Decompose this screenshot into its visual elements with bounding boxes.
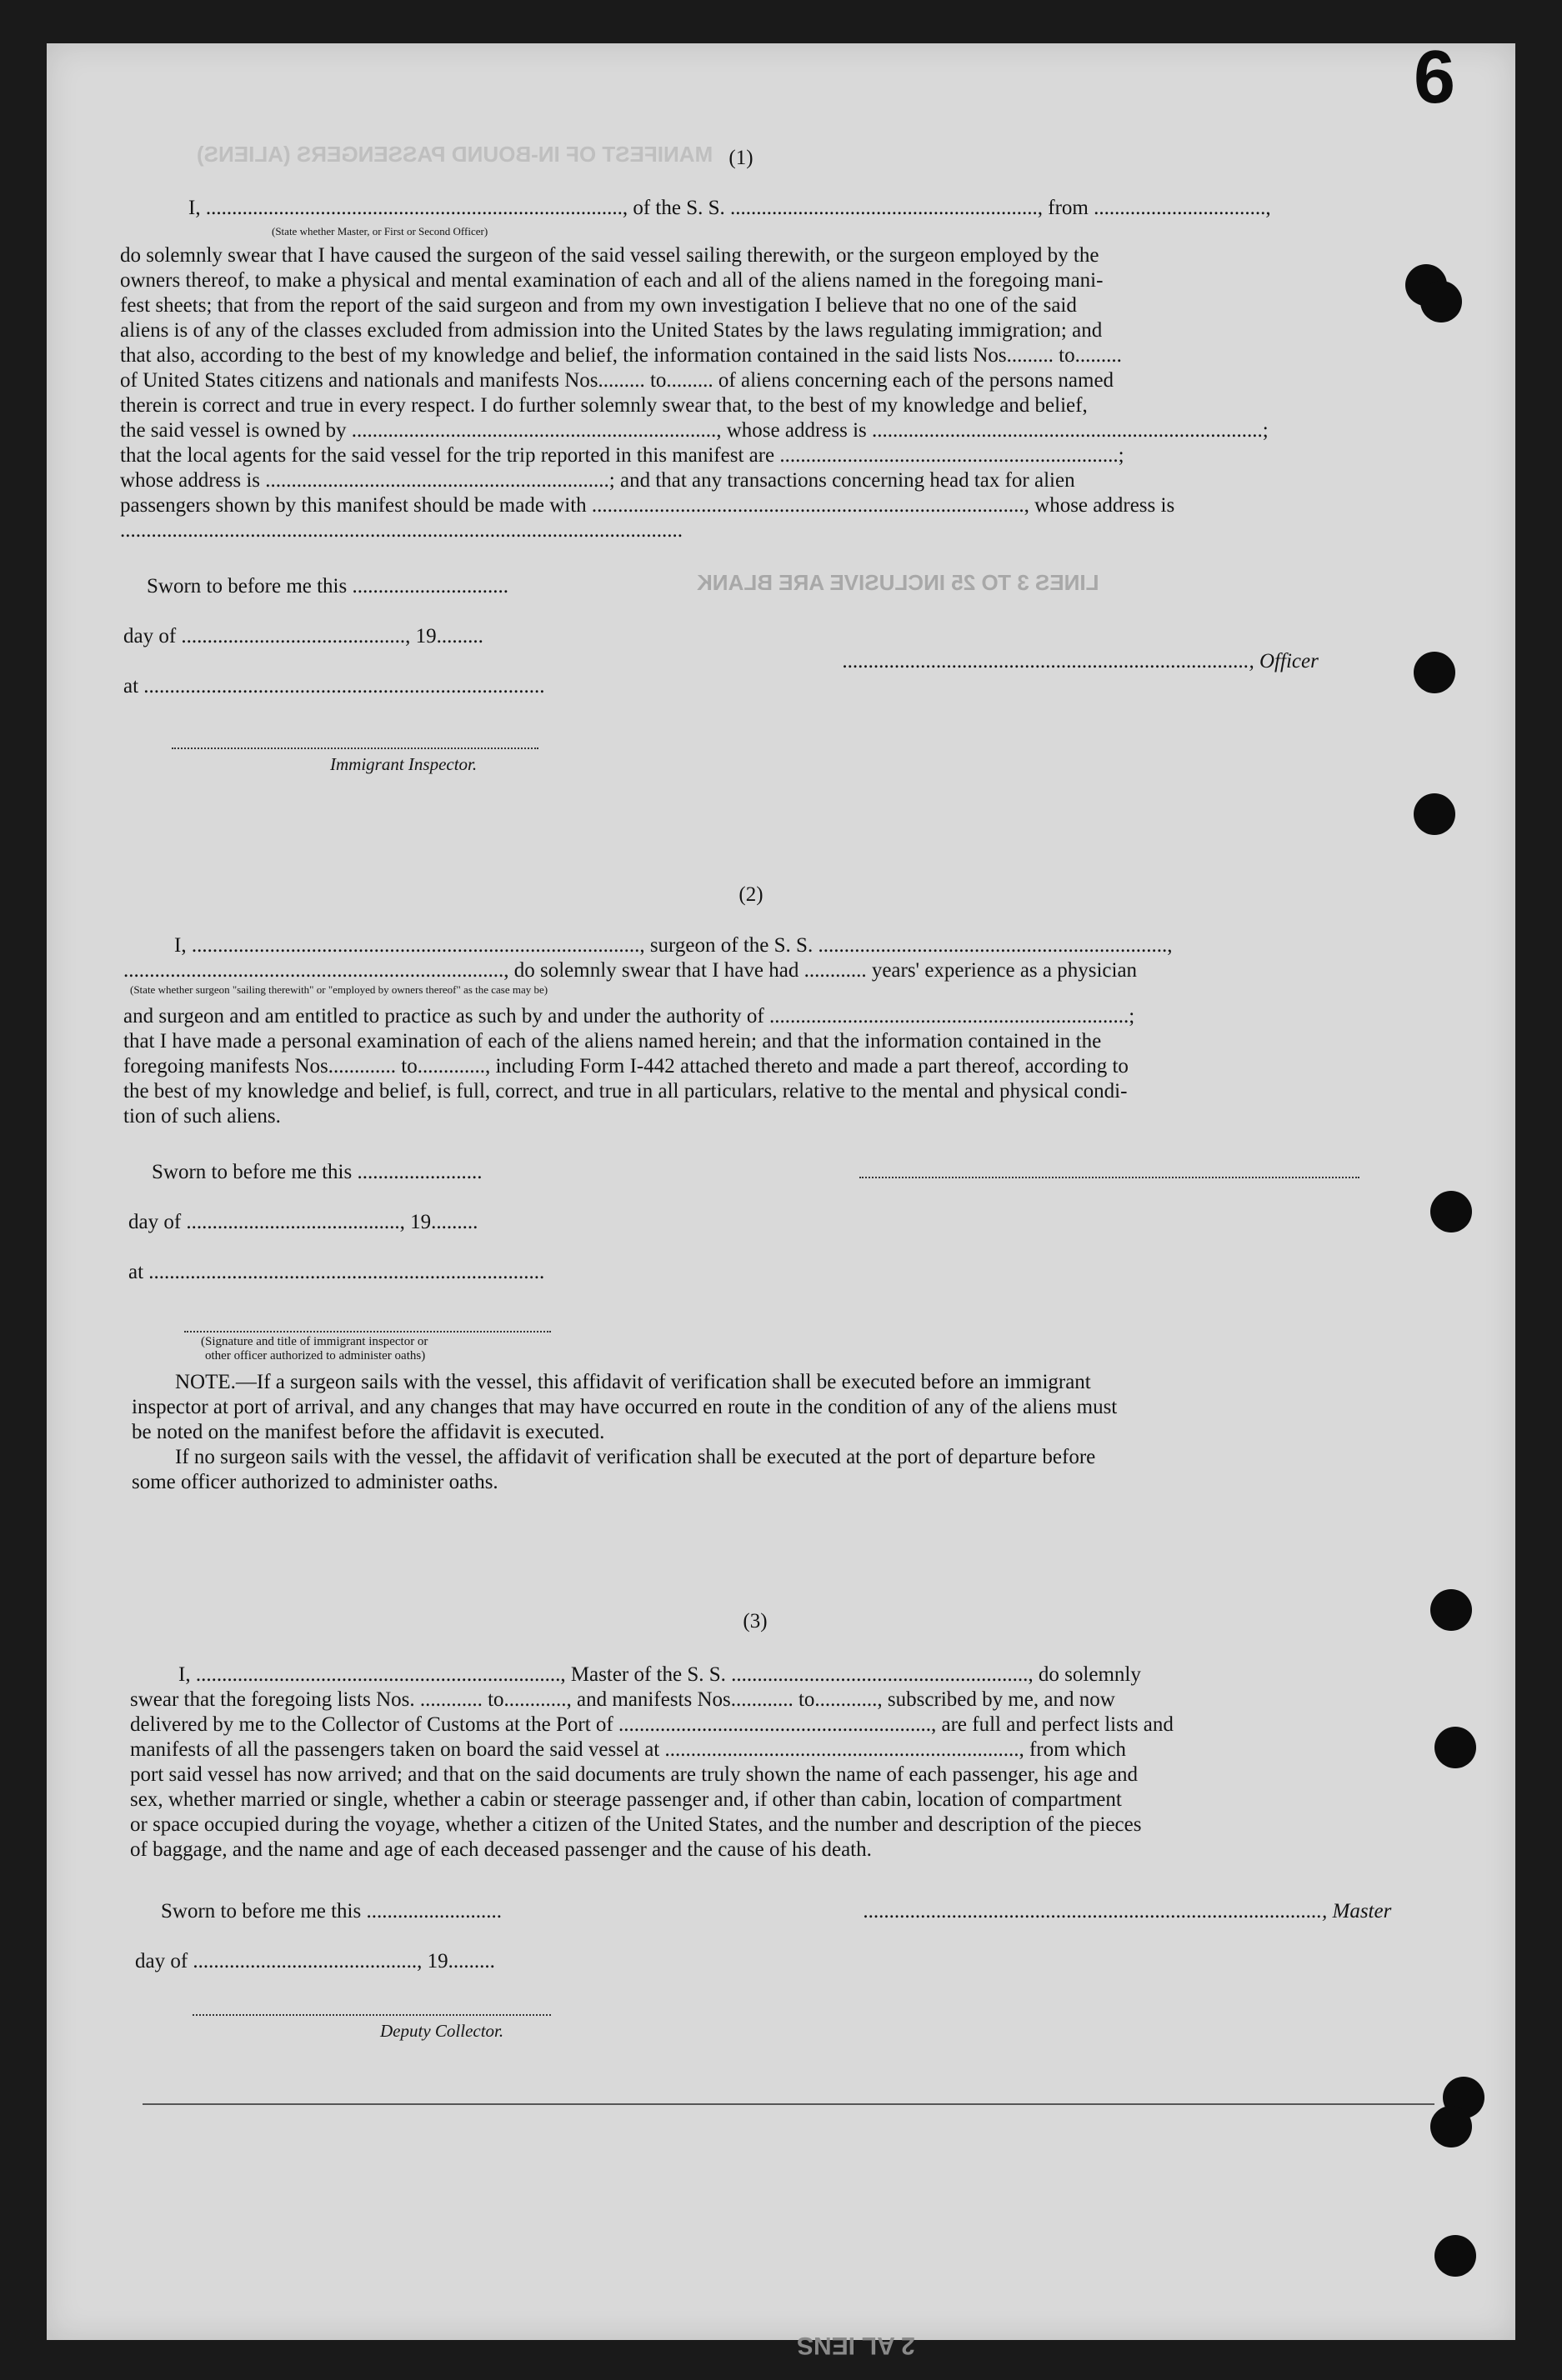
section-3-line: sex, whether married or single, whether a cabin or steerage passenger and, if other than cabin, location of compartment <box>130 1788 1122 1811</box>
section-3-body <box>130 1662 1432 1862</box>
note-line: some officer authorized to administer oaths. <box>132 1471 498 1493</box>
section-2-at: at ............................................................................ <box>128 1261 545 1283</box>
section-2-line: and surgeon and am entitled to practice as such by and under the authority of .....................................................................; <box>123 1005 1135 1028</box>
section-3-line: port said vessel has now arrived; and that on the said documents are truly shown the name of each passenger, his age and <box>130 1763 1139 1786</box>
section-1-line: that also, according to the best of my knowledge and belief, the information contained in the said lists Nos......... to......... <box>120 344 1122 367</box>
note-line: be noted on the manifest before the affidavit is executed. <box>132 1421 605 1443</box>
binder-hole-5 <box>1430 1191 1472 1232</box>
section-1-line: therein is correct and true in every respect. I do further solemnly swear that, to the best of my knowledge and belief, <box>120 394 1088 417</box>
section-2-surgeon-signature-line <box>859 1177 1359 1178</box>
bottom-rule <box>143 2103 1434 2105</box>
manifest-page <box>47 36 1515 2359</box>
section-2-signature-caption-1: (Signature and title of immigrant inspector or <box>201 1335 428 1348</box>
section-2-signature-caption-2: other officer authorized to administer oaths) <box>205 1349 426 1362</box>
section-3-line: delivered by me to the Collector of Customs at the Port of ............................................................, are full and perfect lists and <box>130 1713 1174 1736</box>
section-1-line: aliens is of any of the classes excluded from admission into the United States by the laws regulating immigration; and <box>120 319 1103 342</box>
section-2-body <box>123 1004 1424 1129</box>
section-1-at: at ............................................................................. <box>123 675 545 698</box>
section-2-second-line: ........................................................................., do solemnly swear that I have had ............ years' experience as a physician <box>123 959 1138 982</box>
section-3-sworn: Sworn to before me this .......................... <box>161 1900 502 1922</box>
section-1-body <box>120 243 1420 543</box>
corner-mark: 6 <box>1414 36 1456 119</box>
section-3-day: day of ..........................................., 19......... <box>135 1950 495 1972</box>
section-3-collector-signature-line <box>193 2014 551 2016</box>
section-3-line: swear that the foregoing lists Nos. ............ to............, and manifests Nos............ to............, subscribed by me, and now <box>130 1688 1115 1711</box>
section-2-sworn: Sworn to before me this ........................ <box>152 1161 483 1183</box>
section-2-surgeon-caption: (State whether surgeon "sailing therewith" or "employed by owners thereof" as the case may be) <box>130 983 548 996</box>
binder-hole-2 <box>1420 281 1462 322</box>
binder-hole-4 <box>1414 793 1455 835</box>
section-1-inspector-label: Immigrant Inspector. <box>330 754 478 774</box>
section-2-line: the best of my knowledge and belief, is full, correct, and true in all particulars, relative to the mental and physical condi- <box>123 1080 1128 1102</box>
binder-hole-3 <box>1414 652 1455 693</box>
footer-bleed-through: 2 AL IENS <box>797 2332 915 2359</box>
section-1-first-line: I, ................................................................................, of the S. S. ..........................................................., from ................................., <box>188 197 1271 219</box>
header-bleed-through: MANIFEST OF IN-BOUND PASSENGERS (ALIENS) <box>197 142 713 167</box>
section-1-line: ............................................................................................................ <box>120 519 683 542</box>
note-line: If no surgeon sails with the vessel, the affidavit of verification shall be executed at the port of departure before <box>175 1446 1096 1468</box>
section-1-line: of United States citizens and nationals and manifests Nos......... to......... of aliens concerning each of the persons named <box>120 369 1114 392</box>
section-3-line: I, ......................................................................, Master of the S. S. ........................................................., do solemnly <box>178 1663 1141 1686</box>
section-1-line: passengers shown by this manifest should be made with ..................................................................................., whose address is <box>120 494 1175 517</box>
section-1-officer-signature: .............................................................................., Officer <box>843 650 1319 672</box>
section-2-first-line: I, ......................................................................................, surgeon of the S. S. ..................................................................., <box>174 934 1173 957</box>
note-line: NOTE.—If a surgeon sails with the vessel, this affidavit of verification shall be executed before an immigrant <box>175 1371 1091 1393</box>
stamp-bleed-through: LINES 3 TO 25 INCLUSIVE ARE BLANK <box>697 570 1099 595</box>
section-1-number: (1) <box>728 147 753 169</box>
section-3-line: or space occupied during the voyage, whether a citizen of the United States, and the number and description of the pieces <box>130 1813 1142 1836</box>
section-3-line: manifests of all the passengers taken on board the said vessel at ...................................................................., from which <box>130 1738 1126 1761</box>
binder-hole-7 <box>1434 1727 1476 1768</box>
section-1-day: day of ..........................................., 19......... <box>123 625 483 648</box>
section-1-line: owners thereof, to make a physical and mental examination of each and all of the aliens named in the foregoing mani- <box>120 269 1104 292</box>
binder-hole-10 <box>1434 2235 1476 2277</box>
section-2-line: that I have made a personal examination of each of the aliens named herein; and that the information contained in the <box>123 1030 1102 1052</box>
section-1-sworn: Sworn to before me this .............................. <box>147 575 508 598</box>
section-1-line: the said vessel is owned by ......................................................................, whose address is ...........................................................................; <box>120 419 1269 442</box>
section-2-line: foregoing manifests Nos............. to............., including Form I-442 attached thereto and made a part thereof, according to <box>123 1055 1129 1078</box>
section-1-line: that the local agents for the said vessel for the trip reported in this manifest are .................................................................; <box>120 444 1124 467</box>
note-line: inspector at port of arrival, and any changes that may have occurred en route in the condition of any of the aliens must <box>132 1396 1118 1418</box>
section-3-line: of baggage, and the name and age of each deceased passenger and the cause of his death. <box>130 1838 872 1861</box>
section-3-collector-label: Deputy Collector. <box>380 2021 504 2041</box>
section-2-number: (2) <box>738 883 763 906</box>
section-2-line: tion of such aliens. <box>123 1105 281 1128</box>
section-3-master-signature: ........................................................................................, Master <box>864 1900 1392 1922</box>
binder-hole-9 <box>1430 2106 1472 2148</box>
section-1-line: whose address is ..................................................................; and that any transactions concerning head tax for alien <box>120 469 1075 492</box>
section-3-number: (3) <box>743 1610 768 1632</box>
section-1-inspector-signature-line <box>172 748 538 749</box>
section-1-officer-caption: (State whether Master, or First or Second Officer) <box>272 225 488 238</box>
section-2-day: day of ........................................., 19......... <box>128 1211 478 1233</box>
section-2-note <box>132 1370 1430 1495</box>
section-1-line: fest sheets; that from the report of the said surgeon and from my own investigation I believe that no one of the said <box>120 294 1077 317</box>
binder-hole-6 <box>1430 1589 1472 1631</box>
section-1-line: do solemnly swear that I have caused the surgeon of the said vessel sailing therewith, or the surgeon employed by the <box>120 244 1099 267</box>
section-2-inspector-signature-line <box>184 1331 551 1332</box>
